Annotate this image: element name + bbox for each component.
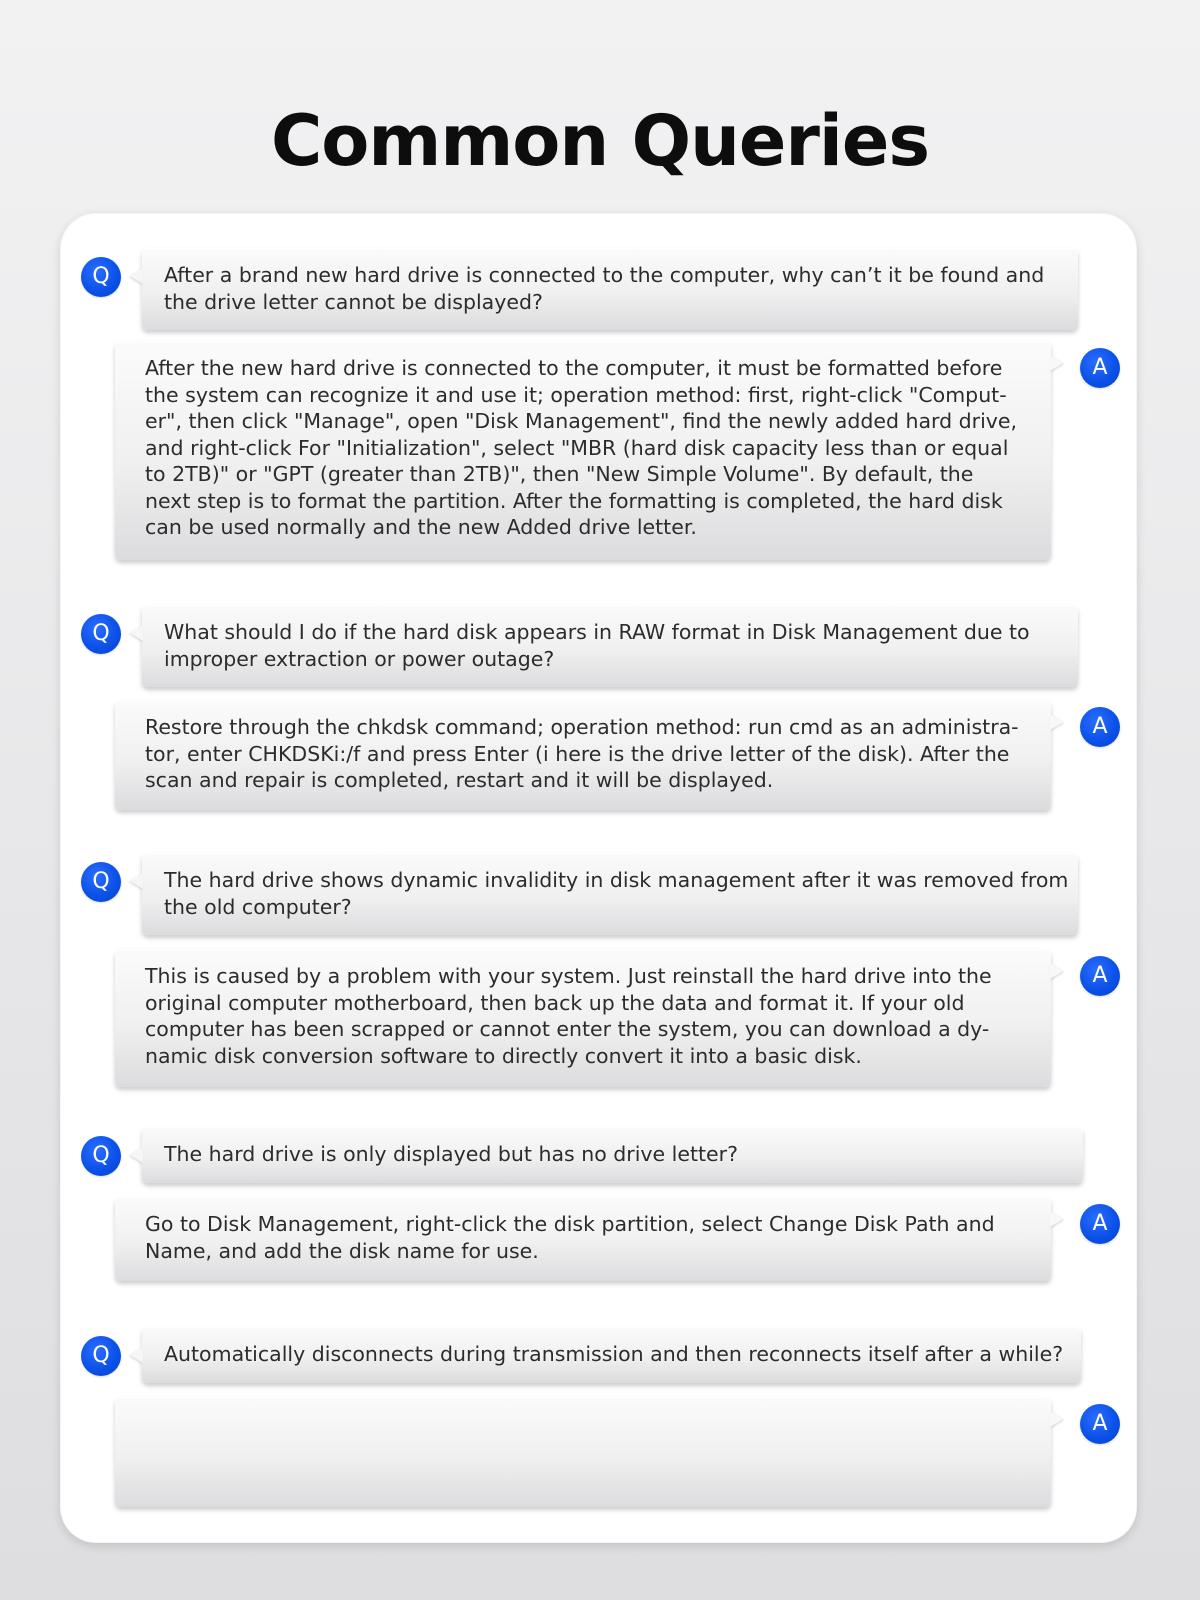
answer-text: After the new hard drive is connected to the computer, it must be formatted before the system can recognize it and use it; operation method: first, right-click "Comput-er", then click "Manage", open "Disk Management", find the newly added hard drive, and right-click For "Initialization", select "MBR (hard disk capacity less than or equal to 2TB)" or "GPT (greater than 2TB)", then "New Simple Volume". By default, the next step is to format the partition. After the formatting is completed, the hard disk can be used normally and the new Added drive letter. <box>145 356 1018 539</box>
answer-bubble-1 <box>115 341 1051 560</box>
question-bubble-2 <box>142 605 1078 687</box>
answer-text: Go to Disk Management, right-click the disk partition, select Change Disk Path and Name, and add the disk name for use. <box>145 1212 995 1263</box>
answer-text: Restore through the chkdsk command; operation method: run cmd as an administra-tor, enter CHKDSKi:/f and press Enter (i here is the drive letter of the disk). After the scan and repair is completed, restart and it will be displayed. <box>145 715 1019 792</box>
answer-badge-icon: A <box>1080 1204 1120 1244</box>
answer-badge-icon: A <box>1080 707 1120 747</box>
answer-badge-icon: A <box>1080 956 1120 996</box>
question-text: After a brand new hard drive is connected to the computer, why can’t it be found and the drive letter cannot be displayed? <box>164 263 1045 314</box>
question-bubble-1 <box>142 248 1078 330</box>
question-bubble-5 <box>142 1327 1081 1383</box>
question-badge-icon: Q <box>81 862 121 902</box>
question-text: The hard drive shows dynamic invalidity in disk management after it was removed from the old computer? <box>164 868 1069 919</box>
question-badge-icon: Q <box>81 1336 121 1376</box>
page-title: Common Queries <box>270 100 930 182</box>
answer-bubble-5 <box>115 1397 1051 1507</box>
question-text: What should I do if the hard disk appears in RAW format in Disk Management due to improper extraction or power outage? <box>164 620 1030 671</box>
question-bubble-4 <box>142 1127 1083 1183</box>
answer-badge-icon: A <box>1080 348 1120 388</box>
answer-bubble-2 <box>115 700 1051 810</box>
answer-bubble-3 <box>115 949 1051 1087</box>
question-badge-icon: Q <box>81 1136 121 1176</box>
answer-text: This is caused by a problem with your system. Just reinstall the hard drive into the original computer motherboard, then back up the data and format it. If your old computer has been scrapped or cannot enter the system, you can download a dy-namic disk conversion software to directly convert it into a basic disk. <box>145 964 992 1068</box>
question-text: Automatically disconnects during transmission and then reconnects itself after a while? <box>164 1342 1064 1366</box>
question-badge-icon: Q <box>81 614 121 654</box>
question-badge-icon: Q <box>81 257 121 297</box>
answer-bubble-4 <box>115 1197 1051 1281</box>
answer-badge-icon: A <box>1080 1404 1120 1444</box>
question-bubble-3 <box>142 853 1078 935</box>
question-text: The hard drive is only displayed but has no drive letter? <box>164 1142 738 1166</box>
